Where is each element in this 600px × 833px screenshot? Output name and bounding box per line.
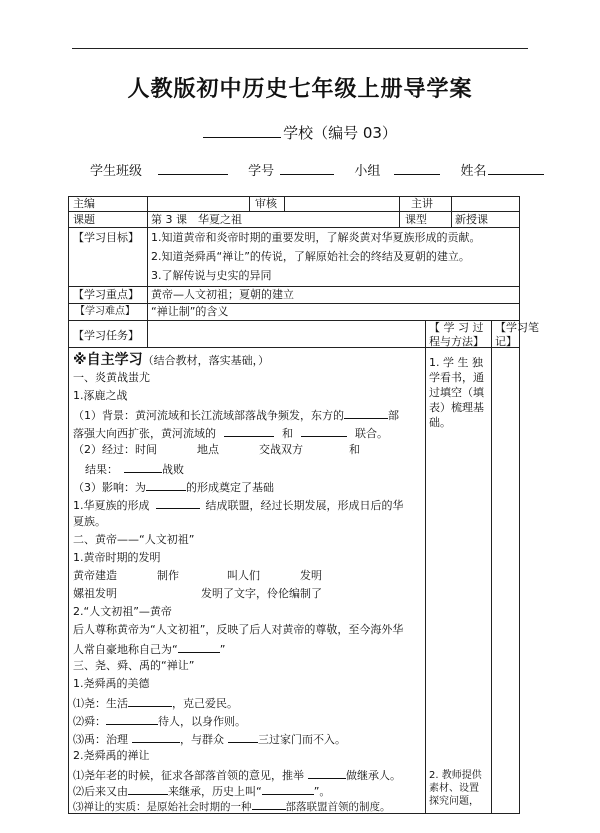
text-span: 来继承，历史上叫“ bbox=[168, 785, 262, 798]
type-label: 课型 bbox=[405, 213, 427, 226]
text-span: 交战双方 bbox=[259, 443, 303, 456]
school-blank[interactable] bbox=[203, 123, 281, 138]
text-span: 落强大向西扩张，黄河流域的 bbox=[73, 427, 216, 440]
reviewer-label: 审核 bbox=[255, 197, 277, 210]
text-line: 后人尊称黄帝为“人文初祖”，反映了后人对黄帝的尊敬，至今海外华 bbox=[73, 623, 404, 636]
method-note-2 bbox=[429, 769, 489, 808]
note-line: 表）梳理基 bbox=[429, 401, 484, 414]
text-span: ，克己爱民。 bbox=[172, 697, 238, 710]
goal-item: 3.了解传说与史实的异同 bbox=[151, 269, 272, 282]
task-label: 【学习任务】 bbox=[73, 329, 139, 342]
text-span: 1.华夏族的形成 bbox=[73, 499, 150, 512]
text-span: 嫘祖发明 bbox=[73, 587, 117, 600]
document-title: 人教版初中历史七年级上册导学案 bbox=[127, 77, 473, 102]
note-line: 础。 bbox=[429, 416, 451, 429]
text-span: ，与群众 bbox=[180, 733, 224, 746]
school-label: 学校（编号 03） bbox=[283, 124, 397, 142]
text-span: 人常自豪地称自己为“ bbox=[73, 643, 178, 656]
note-line: 探究问题， bbox=[429, 796, 479, 807]
text-span: 三过家门而不入。 bbox=[258, 733, 346, 746]
fill-blank[interactable] bbox=[146, 479, 186, 491]
text-span: 部落联盟首领的制度。 bbox=[285, 801, 391, 813]
id-label: 学号 bbox=[248, 164, 275, 179]
text-span: 和 bbox=[349, 443, 360, 456]
fill-blank[interactable] bbox=[178, 641, 220, 653]
lesson-table bbox=[68, 196, 539, 814]
topic-label: 课题 bbox=[73, 213, 95, 226]
subsection-heading: 1.涿鹿之战 bbox=[73, 389, 128, 402]
goal-item: 2.知道尧舜禹“禅让”的传说，了解原始社会的终结及夏朝的建立。 bbox=[151, 250, 470, 263]
student-info-line bbox=[90, 160, 544, 179]
text-span: ⑵舜： bbox=[73, 715, 106, 728]
text-span: ⑶禹：治理 bbox=[73, 733, 128, 746]
focus-label: 【学习重点】 bbox=[73, 288, 139, 301]
type-value: 新授课 bbox=[455, 213, 488, 226]
fill-blank[interactable] bbox=[106, 713, 158, 725]
focus-value: 黄帝—人文初祖；夏朝的建立 bbox=[151, 288, 294, 301]
difficulty-label: 【学习难点】 bbox=[75, 306, 135, 317]
text-span: 黄帝建造 bbox=[73, 569, 117, 582]
text-span: 结成联盟，经过长期发展，形成日后的华 bbox=[205, 499, 404, 512]
notes-label: 【学习笔 bbox=[495, 321, 539, 334]
self-study-note: （结合教材，落实基础，） bbox=[142, 354, 270, 367]
process-label: 【 学 习 过 bbox=[429, 321, 484, 334]
text-span: （2）经过：时间 bbox=[73, 443, 157, 456]
section-heading: 二、黄帝——“人文初祖” bbox=[73, 533, 195, 546]
subsection-heading: 2.尧舜禹的禅让 bbox=[73, 749, 150, 762]
note-line: 素材、设置 bbox=[429, 783, 479, 794]
fill-blank[interactable] bbox=[262, 783, 314, 795]
lecturer-label: 主讲 bbox=[411, 197, 433, 210]
method-note-1 bbox=[429, 355, 489, 430]
section-heading: 三、尧、舜、禹的“禅让” bbox=[73, 659, 195, 672]
text-span: 和 bbox=[282, 427, 293, 440]
fill-blank[interactable] bbox=[308, 767, 346, 779]
text-span: 叫人们 bbox=[227, 569, 260, 582]
goals-label: 【学习目标】 bbox=[73, 231, 139, 244]
note-line: 学看书，通 bbox=[429, 371, 484, 384]
text-span: ⑴尧年老的时候，征求各部落首领的意见，推举 bbox=[73, 769, 304, 782]
fill-blank[interactable] bbox=[128, 695, 172, 707]
text-span: 联合。 bbox=[355, 427, 388, 440]
text-span: 地点 bbox=[197, 443, 219, 456]
text-span: ” bbox=[219, 643, 226, 656]
group-blank[interactable] bbox=[394, 162, 440, 175]
fill-blank[interactable] bbox=[224, 425, 274, 437]
topic-value: 第 3 课 华夏之祖 bbox=[151, 213, 242, 226]
text-span: 部 bbox=[388, 409, 399, 422]
subsection-heading: 1.黄帝时期的发明 bbox=[73, 551, 161, 564]
editor-label: 主编 bbox=[73, 197, 95, 210]
group-label: 小组 bbox=[354, 164, 381, 179]
id-blank[interactable] bbox=[280, 162, 334, 175]
self-study-title: ※自主学习 bbox=[73, 352, 143, 368]
process-label-2: 程与方法】 bbox=[429, 335, 484, 348]
text-span: （1）背景：黄河流域和长江流域部落战争频发，东方的 bbox=[73, 409, 344, 422]
subsection-heading: 1.尧舜禹的美德 bbox=[73, 677, 150, 690]
top-rule bbox=[72, 48, 528, 49]
fill-blank[interactable] bbox=[228, 731, 258, 743]
fill-blank[interactable] bbox=[156, 497, 200, 509]
text-line: 夏族。 bbox=[73, 515, 106, 528]
text-span: 做继承人。 bbox=[346, 769, 401, 782]
name-blank[interactable] bbox=[488, 162, 544, 175]
note-line: 1. 学 生 独 bbox=[429, 356, 483, 369]
fill-blank[interactable] bbox=[301, 425, 347, 437]
school-line bbox=[0, 122, 600, 143]
notes-label-2: 记】 bbox=[495, 335, 517, 348]
note-line: 过填空（填 bbox=[429, 386, 484, 399]
fill-blank[interactable] bbox=[344, 407, 388, 419]
text-span: ⑵后来又由 bbox=[73, 785, 128, 798]
text-span: 结果： bbox=[85, 463, 118, 476]
goal-item: 1.知道黄帝和炎帝时期的重要发明，了解炎黄对华夏族形成的贡献。 bbox=[151, 231, 481, 244]
text-span: 的形成奠定了基础 bbox=[186, 481, 274, 494]
class-blank[interactable] bbox=[158, 162, 228, 175]
text-span: 战败 bbox=[162, 463, 184, 476]
name-label: 姓名 bbox=[460, 164, 487, 179]
subsection-heading: 2.“人文初祖”—黄帝 bbox=[73, 605, 172, 618]
text-span: ⑶禅让的实质：是原始社会时期的一种 bbox=[73, 801, 252, 813]
class-label: 学生班级 bbox=[90, 164, 143, 179]
difficulty-value: “禅让制”的含义 bbox=[151, 305, 229, 318]
fill-blank[interactable] bbox=[132, 731, 180, 743]
text-span: 待人，以身作则。 bbox=[158, 715, 246, 728]
text-span: ⑴尧：生活 bbox=[73, 697, 128, 710]
fill-blank[interactable] bbox=[128, 783, 168, 795]
fill-blank[interactable] bbox=[252, 798, 286, 810]
note-line: 2. 教师提供 bbox=[429, 770, 482, 781]
text-span: 制作 bbox=[157, 569, 179, 582]
text-span: （3）影响：为 bbox=[73, 481, 146, 494]
fill-blank[interactable] bbox=[124, 461, 162, 473]
section-heading: 一、炎黄战蚩尤 bbox=[73, 371, 150, 384]
text-span: 发明 bbox=[300, 569, 322, 582]
text-span: 发明了文字，伶伦编制了 bbox=[201, 587, 322, 600]
text-span: ”。 bbox=[313, 785, 331, 798]
